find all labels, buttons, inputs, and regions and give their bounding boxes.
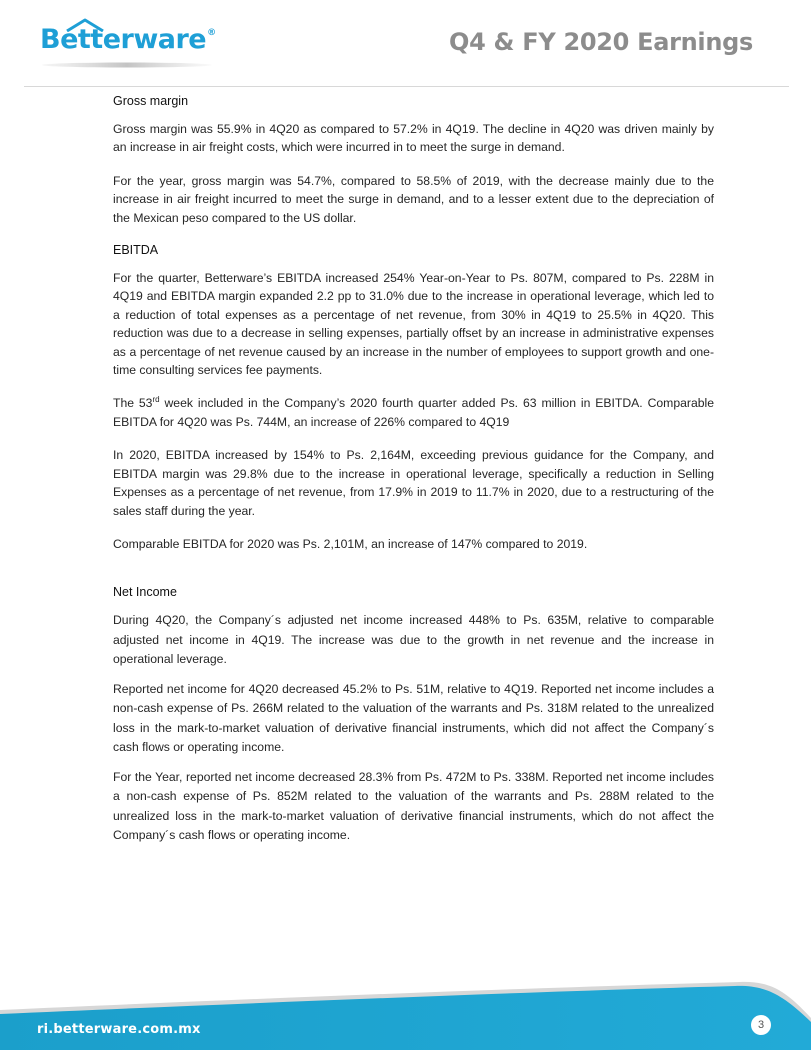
paragraph: For the year, gross margin was 54.7%, compared to 58.5% of 2019, with the decrease mainly due to the increase in air freight incurred to meet the surge in demand, and to a lesser extent due to the depreciation of the Mexican peso compared to the US dollar. — [113, 173, 714, 225]
section-heading-ebitda: EBITDA — [113, 243, 159, 258]
footer-url[interactable]: ri.betterware.com.mx — [37, 1022, 201, 1037]
footer-band — [0, 970, 811, 1050]
header-divider — [24, 86, 789, 87]
ordinal-superscript: rd — [152, 395, 160, 405]
report-body — [113, 92, 714, 846]
logo-reg-mark: ® — [207, 28, 216, 38]
paragraph: For the quarter, Betterware’s EBITDA increased 254% Year-on-Year to Ps. 807M, compared to Ps. 228M in 4Q19 and EBITDA margin expanded 2.2 pp to 31.0% due to the increase in operational leverage, which led to a reduction of total expenses as a percentage of net revenue, from 30% in 4Q19 to 25.5% in 4Q20. This reduction was due to a decrease in selling expenses, partially offset by an increase in administrative expenses as a percentage of net revenue caused by an increase in the number of employees to support growth and one-time consulting services fee payments. — [113, 271, 714, 378]
paragraph: Gross margin was 55.9% in 4Q20 as compared to 57.2% in 4Q19. The decline in 4Q20 was driven mainly by an increase in air freight costs, which were incurred in to meet the surge in demand. — [113, 122, 714, 155]
section-heading-gross-margin: Gross margin — [113, 94, 189, 108]
paragraph — [113, 394, 714, 431]
paragraph: During 4Q20, the Company´s adjusted net income increased 448% to Ps. 635M, relative to comparable adjusted net income in 4Q19. The increase was due to the growth in net revenue and the increase in operational leverage. — [113, 613, 714, 667]
text-run: The 53 — [113, 396, 153, 411]
logo-wordmark — [40, 24, 216, 55]
paragraph: Reported net income for 4Q20 decreased 45.2% to Ps. 51M, relative to 4Q19. Reported net income includes a non-cash expense of Ps. 266M related to the valuation of the warrants and Ps. 318M related to the unrealized loss in the mark-to-market valuation of derivative financial instruments, which did not affect the Company´s cash flows or operating income. — [113, 681, 714, 755]
text-run: week included in the Company’s 2020 fourth quarter added Ps. 63 million in EBITDA. Comparable EBITDA for 4Q20 was Ps. 744M, an increase of 226% compared to 4Q19 — [113, 396, 714, 429]
logo-text: Betterware — [40, 24, 207, 55]
paragraph: Comparable EBITDA for 2020 was Ps. 2,101M, an increase of 147% compared to 2019. — [113, 536, 588, 551]
document-title: Q4 & FY 2020 Earnings — [448, 28, 753, 56]
betterware-logo — [40, 18, 215, 68]
logo-swoosh — [42, 62, 212, 68]
paragraph: For the Year, reported net income decreased 28.3% from Ps. 472M to Ps. 338M. Reported net income includes a non-cash expense of Ps. 852M related to the valuation of the warrants and Ps. 288M related to the unrealized loss in the mark-to-market valuation of derivative financial instruments, which do not affect the Company´s cash flows or operating income. — [113, 769, 714, 843]
page-number: 3 — [751, 1015, 771, 1035]
paragraph: In 2020, EBITDA increased by 154% to Ps. 2,164M, exceeding previous guidance for the Company, and EBITDA margin was 29.8% due to the increase in operational leverage, specifically a reduction in Selling Expenses as a percentage of net revenue, from 17.9% in 2019 to 11.7% in 2020, due to a restructuring of the sales staff during the year. — [113, 448, 714, 518]
section-heading-net-income: Net Income — [113, 585, 177, 600]
